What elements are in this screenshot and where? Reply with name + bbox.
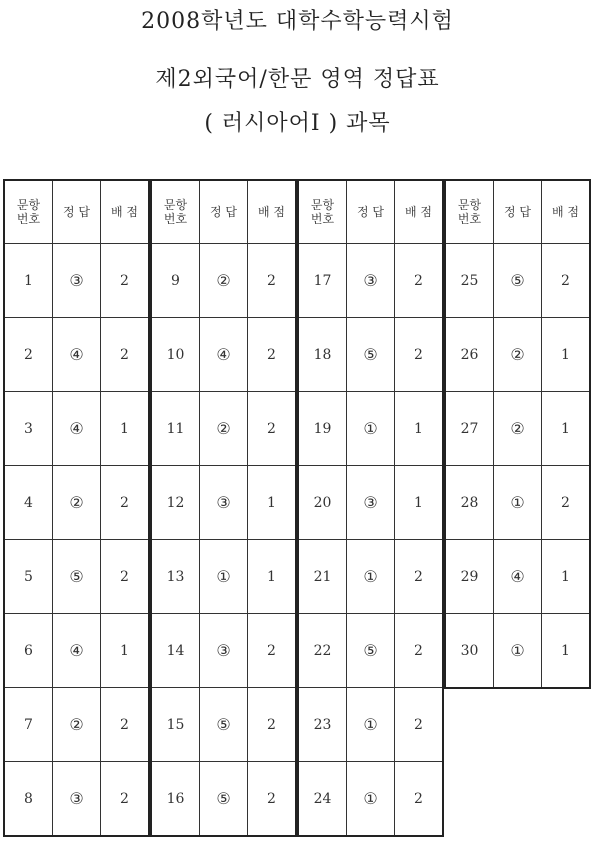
answer-table-3 <box>297 179 444 837</box>
table-row <box>151 318 296 392</box>
point-value: 2 <box>101 466 150 540</box>
table-row <box>445 244 590 318</box>
question-number: 22 <box>298 614 347 688</box>
point-value: 2 <box>542 466 591 540</box>
point-value: 2 <box>101 244 150 318</box>
correct-answer: ① <box>347 540 395 614</box>
table-row <box>298 540 443 614</box>
question-number: 9 <box>151 244 200 318</box>
correct-answer: ⑤ <box>200 688 248 762</box>
question-number: 2 <box>4 318 53 392</box>
correct-answer: ② <box>494 392 542 466</box>
answer-table-1 <box>3 179 150 837</box>
correct-answer: ④ <box>53 318 101 392</box>
point-value: 2 <box>101 318 150 392</box>
correct-answer: ⑤ <box>200 762 248 837</box>
point-value: 2 <box>395 318 444 392</box>
table-row <box>445 318 590 392</box>
table-row <box>151 466 296 540</box>
point-value: 1 <box>395 466 444 540</box>
table-row <box>4 614 149 688</box>
table-row <box>298 244 443 318</box>
question-number: 1 <box>4 244 53 318</box>
question-number: 3 <box>4 392 53 466</box>
point-value: 1 <box>542 318 591 392</box>
table-row <box>298 392 443 466</box>
table-row <box>298 688 443 762</box>
point-value: 1 <box>542 392 591 466</box>
table-header-row <box>445 180 590 244</box>
question-number: 11 <box>151 392 200 466</box>
question-number: 16 <box>151 762 200 837</box>
point-value: 1 <box>542 614 591 689</box>
table-row <box>151 614 296 688</box>
correct-answer: ① <box>347 688 395 762</box>
correct-answer: ③ <box>347 244 395 318</box>
column-header-number: 문항 번호 <box>4 180 53 244</box>
correct-answer: ① <box>347 762 395 837</box>
question-number: 8 <box>4 762 53 837</box>
table-header-row <box>151 180 296 244</box>
column-header-number: 문항 번호 <box>151 180 200 244</box>
point-value: 2 <box>101 762 150 837</box>
answer-table-4 <box>444 179 591 689</box>
correct-answer: ③ <box>200 466 248 540</box>
correct-answer: ② <box>494 318 542 392</box>
column-header-answer: 정 답 <box>347 180 395 244</box>
question-number: 28 <box>445 466 494 540</box>
question-number: 21 <box>298 540 347 614</box>
point-value: 2 <box>395 244 444 318</box>
correct-answer: ① <box>494 466 542 540</box>
point-value: 2 <box>542 244 591 318</box>
table-row <box>445 540 590 614</box>
column-header-points: 배 점 <box>101 180 150 244</box>
question-number: 26 <box>445 318 494 392</box>
table-row <box>4 466 149 540</box>
point-value: 1 <box>542 540 591 614</box>
subject-title: ( 러시아어Ⅰ ) 과목 <box>204 111 391 136</box>
question-number: 12 <box>151 466 200 540</box>
table-row <box>151 244 296 318</box>
correct-answer: ③ <box>200 614 248 688</box>
column-header-answer: 정 답 <box>200 180 248 244</box>
question-number: 13 <box>151 540 200 614</box>
point-value: 2 <box>248 392 297 466</box>
table-header-row <box>298 180 443 244</box>
table-row <box>4 392 149 466</box>
correct-answer: ⑤ <box>347 614 395 688</box>
table-row <box>4 762 149 837</box>
table-row <box>151 762 296 837</box>
column-header-points: 배 점 <box>248 180 297 244</box>
point-value: 2 <box>395 614 444 688</box>
correct-answer: ④ <box>53 614 101 688</box>
question-number: 29 <box>445 540 494 614</box>
point-value: 1 <box>101 614 150 688</box>
point-value: 2 <box>101 688 150 762</box>
point-value: 1 <box>248 540 297 614</box>
table-row <box>298 466 443 540</box>
table-row <box>151 688 296 762</box>
column-header-number: 문항 번호 <box>445 180 494 244</box>
correct-answer: ① <box>347 392 395 466</box>
table-row <box>298 614 443 688</box>
table-row <box>151 392 296 466</box>
table-row <box>445 466 590 540</box>
table-row <box>445 392 590 466</box>
question-number: 17 <box>298 244 347 318</box>
question-number: 5 <box>4 540 53 614</box>
answer-table-2 <box>150 179 297 837</box>
point-value: 2 <box>248 318 297 392</box>
correct-answer: ⑤ <box>494 244 542 318</box>
question-number: 10 <box>151 318 200 392</box>
column-header-answer: 정 답 <box>494 180 542 244</box>
correct-answer: ② <box>53 466 101 540</box>
question-number: 18 <box>298 318 347 392</box>
point-value: 1 <box>248 466 297 540</box>
question-number: 25 <box>445 244 494 318</box>
table-row <box>151 540 296 614</box>
table-row <box>4 318 149 392</box>
point-value: 2 <box>395 762 444 837</box>
point-value: 1 <box>101 392 150 466</box>
question-number: 27 <box>445 392 494 466</box>
question-number: 14 <box>151 614 200 688</box>
correct-answer: ① <box>200 540 248 614</box>
correct-answer: ⑤ <box>53 540 101 614</box>
question-number: 24 <box>298 762 347 837</box>
document-title: 2008학년도 대학수학능력시험 <box>141 9 454 34</box>
question-number: 19 <box>298 392 347 466</box>
document-subtitle: 제2외국어/한문 영역 정답표 <box>155 67 440 92</box>
point-value: 2 <box>248 762 297 837</box>
table-row <box>298 318 443 392</box>
point-value: 1 <box>395 392 444 466</box>
point-value: 2 <box>248 688 297 762</box>
correct-answer: ③ <box>347 466 395 540</box>
question-number: 6 <box>4 614 53 688</box>
question-number: 23 <box>298 688 347 762</box>
table-row <box>445 614 590 689</box>
point-value: 2 <box>395 540 444 614</box>
correct-answer: ④ <box>200 318 248 392</box>
column-header-points: 배 점 <box>395 180 444 244</box>
column-header-points: 배 점 <box>542 180 591 244</box>
question-number: 7 <box>4 688 53 762</box>
correct-answer: ② <box>200 392 248 466</box>
question-number: 4 <box>4 466 53 540</box>
table-header-row <box>4 180 149 244</box>
column-header-answer: 정 답 <box>53 180 101 244</box>
table-row <box>298 762 443 837</box>
correct-answer: ④ <box>53 392 101 466</box>
table-row <box>4 244 149 318</box>
correct-answer: ③ <box>53 762 101 837</box>
correct-answer: ④ <box>494 540 542 614</box>
correct-answer: ⑤ <box>347 318 395 392</box>
correct-answer: ① <box>494 614 542 689</box>
question-number: 15 <box>151 688 200 762</box>
correct-answer: ③ <box>53 244 101 318</box>
point-value: 2 <box>101 540 150 614</box>
point-value: 2 <box>395 688 444 762</box>
point-value: 2 <box>248 614 297 688</box>
correct-answer: ② <box>200 244 248 318</box>
table-row <box>4 688 149 762</box>
point-value: 2 <box>248 244 297 318</box>
correct-answer: ② <box>53 688 101 762</box>
question-number: 20 <box>298 466 347 540</box>
table-row <box>4 540 149 614</box>
column-header-number: 문항 번호 <box>298 180 347 244</box>
question-number: 30 <box>445 614 494 689</box>
